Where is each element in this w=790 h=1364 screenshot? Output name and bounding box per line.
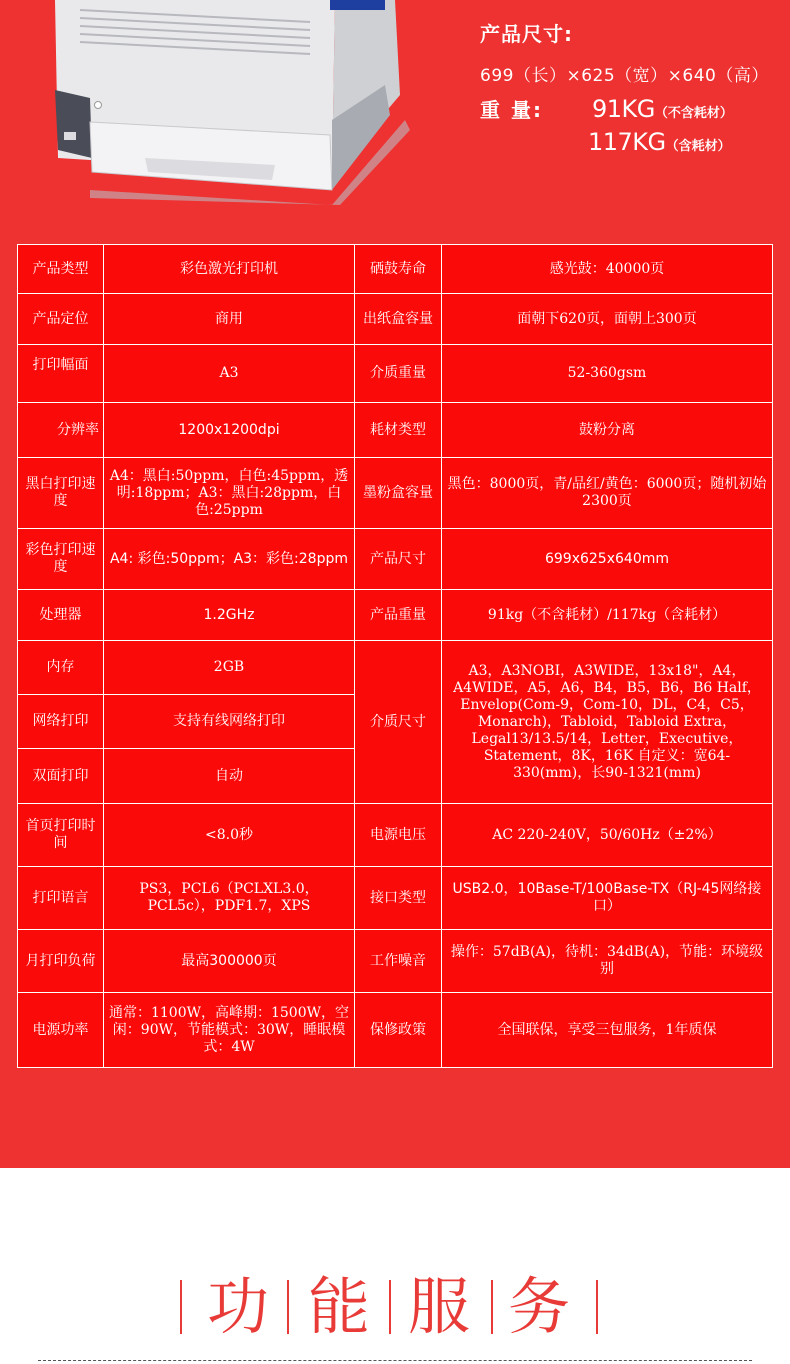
table-row xyxy=(18,345,773,403)
spec-label: 打印幅面 xyxy=(18,345,104,403)
spec-label: 介质尺寸 xyxy=(355,641,442,804)
spec-label: 黑白打印速度 xyxy=(18,458,104,529)
spec-value: A4：黑白:50ppm，白色:45ppm，透明:18ppm；A3：黑白:28ppm，白色:25ppm xyxy=(104,458,355,529)
dimensions-title: 产品尺寸: xyxy=(480,22,573,46)
spec-label: 产品尺寸 xyxy=(355,529,442,590)
spec-label: 工作噪音 xyxy=(355,930,442,993)
spec-label: 接口类型 xyxy=(355,867,442,930)
table-row xyxy=(18,458,773,529)
spec-table xyxy=(17,244,773,1068)
table-row xyxy=(18,641,773,695)
spec-label: 电源电压 xyxy=(355,804,442,867)
spec-value: 全国联保，享受三包服务，1年质保 xyxy=(442,993,773,1068)
table-row xyxy=(18,804,773,867)
spec-label: 首页打印时间 xyxy=(18,804,104,867)
weight-net-value: 91KG xyxy=(592,95,655,123)
title-divider xyxy=(596,1280,598,1334)
title-divider xyxy=(491,1280,493,1334)
spec-value: USB2.0，10Base-T/100Base-TX（RJ-45网络接口） xyxy=(442,867,773,930)
spec-label: 彩色打印速度 xyxy=(18,529,104,590)
spec-label: 产品重量 xyxy=(355,590,442,641)
spec-label: 内存 xyxy=(18,641,104,695)
spec-value: 2GB xyxy=(104,641,355,695)
weight-row-net xyxy=(480,94,733,123)
spec-label: 打印语言 xyxy=(18,867,104,930)
title-char: 功 xyxy=(207,1270,270,1343)
spec-label: 硒鼓寿命 xyxy=(355,245,442,294)
section-title-function-service xyxy=(0,1272,790,1342)
title-char: 服 xyxy=(408,1270,471,1343)
spec-value: 自动 xyxy=(104,749,355,804)
title-divider xyxy=(287,1280,289,1334)
spec-value: A3 xyxy=(104,345,355,403)
spec-label: 产品定位 xyxy=(18,294,104,345)
dimensions-value: 699（长）×625（宽）×640（高） xyxy=(480,66,769,86)
table-row xyxy=(18,867,773,930)
spec-value: A3，A3NOBI，A3WIDE，13x18"，A4，A4WIDE，A5，A6，B4，B5，B6，B6 Half，Envelop(Com-9，Com-10，DL，C4，C5，Monarch)，Tabloid，Tabloid Extra，Legal13/13.5/14，Letter，Executive，Statement，8K，16K 自定义：宽64-330(mm)，长90-1321(mm) xyxy=(442,641,773,804)
table-row xyxy=(18,590,773,641)
title-divider xyxy=(389,1280,391,1334)
weight-gross-value: 117KG xyxy=(588,128,666,156)
title-char: 能 xyxy=(308,1270,371,1343)
spec-value: 1200x1200dpi xyxy=(104,403,355,458)
spec-label: 墨粉盒容量 xyxy=(355,458,442,529)
spec-value: 面朝下620页，面朝上300页 xyxy=(442,294,773,345)
table-row xyxy=(18,930,773,993)
table-row xyxy=(18,294,773,345)
spec-label: 保修政策 xyxy=(355,993,442,1068)
weight-net-note: （不含耗材） xyxy=(654,106,733,121)
spec-value: 1.2GHz xyxy=(104,590,355,641)
spec-label: 网络打印 xyxy=(18,695,104,749)
spec-label: 分辨率 xyxy=(18,403,104,458)
table-row xyxy=(18,993,773,1068)
spec-label: 产品类型 xyxy=(18,245,104,294)
table-row xyxy=(18,403,773,458)
spec-value: 黑色：8000页，青/品红/黄色：6000页；随机初始2300页 xyxy=(442,458,773,529)
spec-value: 最高300000页 xyxy=(104,930,355,993)
spec-value: 感光鼓：40000页 xyxy=(442,245,773,294)
printer-image xyxy=(50,0,415,205)
spec-value: 通常：1100W，高峰期：1500W，空闲：90W，节能模式：30W，睡眠模式：4W xyxy=(104,993,355,1068)
weight-row-gross xyxy=(480,128,731,156)
spec-value: A4: 彩色:50ppm；A3：彩色:28ppm xyxy=(104,529,355,590)
spec-value: 彩色激光打印机 xyxy=(104,245,355,294)
spec-value: 操作：57dB(A)，待机：34dB(A)，节能：环境级别 xyxy=(442,930,773,993)
weight-label: 重 量: xyxy=(480,98,543,122)
dashed-divider xyxy=(38,1360,752,1361)
title-char: 务 xyxy=(508,1270,571,1343)
spec-value: 支持有线网络打印 xyxy=(104,695,355,749)
title-divider xyxy=(180,1280,182,1334)
spec-value: 鼓粉分离 xyxy=(442,403,773,458)
weight-gross-note: （含耗材） xyxy=(665,139,731,154)
table-row xyxy=(18,245,773,294)
spec-label: 介质重量 xyxy=(355,345,442,403)
table-row xyxy=(18,529,773,590)
spec-value: 商用 xyxy=(104,294,355,345)
dimensions-block xyxy=(480,18,769,86)
spec-label: 电源功率 xyxy=(18,993,104,1068)
spec-value: PS3，PCL6（PCLXL3.0，PCL5c），PDF1.7，XPS xyxy=(104,867,355,930)
spec-label: 耗材类型 xyxy=(355,403,442,458)
spec-value: 52-360gsm xyxy=(442,345,773,403)
spec-label: 出纸盒容量 xyxy=(355,294,442,345)
spec-label: 月打印负荷 xyxy=(18,930,104,993)
spec-value: <8.0秒 xyxy=(104,804,355,867)
spec-value: 699x625x640mm xyxy=(442,529,773,590)
spec-label: 双面打印 xyxy=(18,749,104,804)
spec-value: AC 220-240V，50/60Hz（±2%） xyxy=(442,804,773,867)
spec-value: 91kg（不含耗材）/117kg（含耗材） xyxy=(442,590,773,641)
spec-label: 处理器 xyxy=(18,590,104,641)
